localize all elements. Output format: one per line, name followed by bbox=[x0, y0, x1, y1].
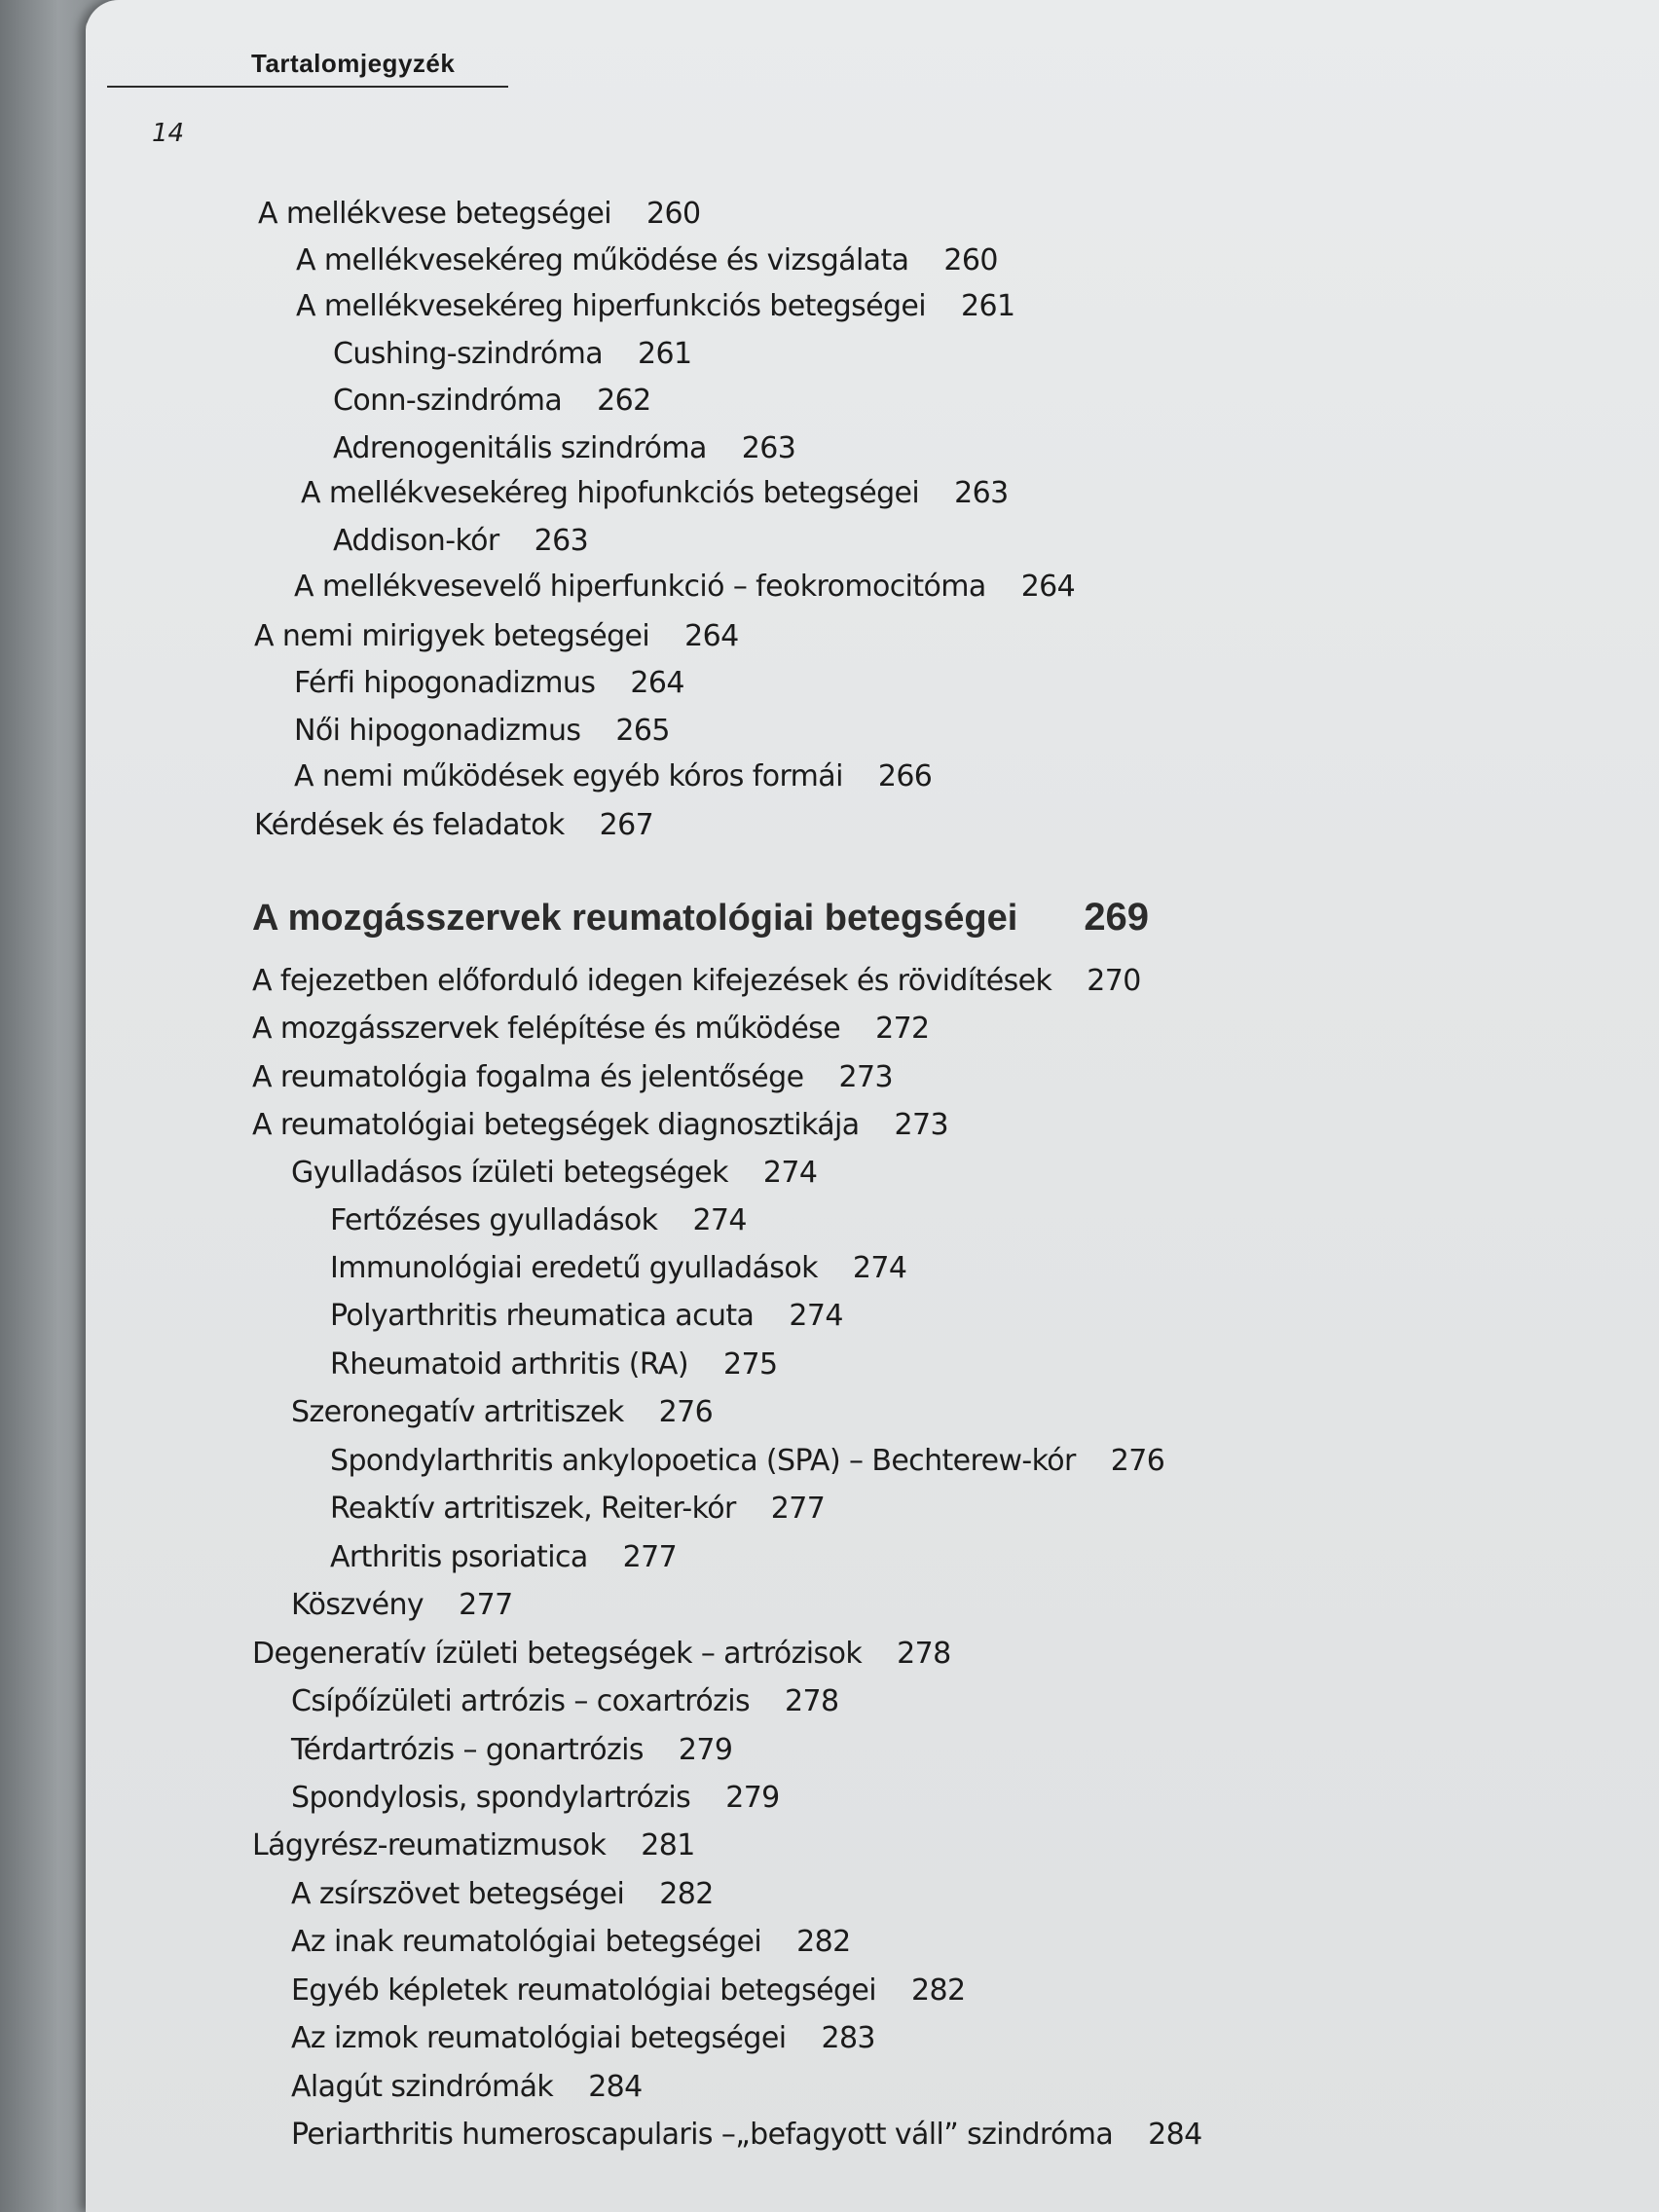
toc-entry-page: 264 bbox=[1020, 570, 1076, 604]
toc-entry-text: Conn-szindróma bbox=[333, 384, 563, 418]
toc-entry bbox=[291, 2118, 1202, 2152]
toc-entry-text: Az izmok reumatológiai betegségei bbox=[291, 2021, 787, 2055]
toc-entry-page: 282 bbox=[911, 1973, 966, 2008]
toc-entry bbox=[291, 1156, 817, 1190]
toc-entry-text: A reumatológiai betegségek diagnosztikája bbox=[252, 1108, 860, 1142]
toc-entry-page: 263 bbox=[741, 431, 796, 465]
toc-entry-page: 277 bbox=[459, 1588, 513, 1622]
toc-entry-page: 274 bbox=[852, 1251, 907, 1285]
toc-entry-page: 284 bbox=[1148, 2118, 1202, 2152]
toc-entry-page: 278 bbox=[785, 1684, 839, 1718]
chapter-title: A mozgásszervek reumatológiai betegségei bbox=[252, 898, 1018, 939]
toc-entry-text: Lágyrész-reumatizmusok bbox=[252, 1828, 607, 1862]
toc-entry bbox=[333, 337, 692, 371]
toc-entry-text: Rheumatoid arthritis (RA) bbox=[330, 1347, 688, 1382]
toc-entry-page: 260 bbox=[943, 243, 998, 277]
toc-entry-text: Degeneratív ízületi betegségek – artrózisok bbox=[252, 1637, 863, 1671]
toc-entry-text: Köszvény bbox=[291, 1588, 424, 1622]
running-header-title: Tartalomjegyzék bbox=[251, 49, 456, 78]
toc-entry-page: 270 bbox=[1087, 964, 1141, 998]
toc-entry-page: 264 bbox=[630, 666, 684, 700]
toc-entry-page: 263 bbox=[534, 524, 589, 558]
page-number: 14 bbox=[152, 119, 185, 148]
toc-entry-text: Csípőízületi artrózis – coxartrózis bbox=[291, 1684, 751, 1718]
toc-entry bbox=[333, 384, 651, 418]
toc-entry bbox=[301, 476, 1009, 510]
toc-entry-page: 281 bbox=[641, 1828, 695, 1862]
toc-entry-page: 278 bbox=[897, 1637, 951, 1671]
toc-entry-text: A mellékvesevelő hiperfunkció – feokromocitóma bbox=[294, 570, 986, 604]
toc-entry-text: Alagút szindrómák bbox=[291, 2070, 554, 2104]
toc-entry bbox=[254, 619, 739, 653]
toc-entry bbox=[330, 1251, 906, 1285]
chapter-page: 269 bbox=[1084, 896, 1150, 939]
toc-entry bbox=[291, 1877, 714, 1911]
toc-entry-text: A mellékvesekéreg hiperfunkciós betegségei bbox=[296, 289, 926, 323]
toc-entry-page: 273 bbox=[838, 1060, 893, 1094]
toc-entry bbox=[252, 964, 1141, 998]
toc-entry bbox=[330, 1203, 747, 1237]
toc-entry bbox=[296, 243, 998, 277]
toc-entry bbox=[294, 714, 670, 748]
toc-entry-text: Addison-kór bbox=[333, 524, 499, 558]
toc-entry bbox=[291, 1684, 839, 1718]
toc-entry-text: Egyéb képletek reumatológiai betegségei bbox=[291, 1973, 876, 2008]
toc-entry-text: Fertőzéses gyulladások bbox=[330, 1203, 658, 1237]
toc-entry bbox=[294, 759, 932, 793]
chapter-heading bbox=[252, 896, 1149, 940]
toc-entry-page: 274 bbox=[789, 1299, 843, 1333]
toc-entry bbox=[291, 2070, 643, 2104]
toc-entry-page: 264 bbox=[684, 619, 739, 653]
toc-entry bbox=[252, 1012, 930, 1046]
toc-entry bbox=[291, 1973, 965, 2008]
toc-entry-page: 282 bbox=[796, 1925, 851, 1959]
toc-entry-page: 276 bbox=[658, 1395, 714, 1429]
toc-entry-text: A fejezetben előforduló idegen kifejezések és rövidítések bbox=[252, 964, 1052, 998]
toc-entry-text: Kérdések és feladatok bbox=[254, 808, 565, 842]
toc-entry-text: Térdartrózis – gonartrózis bbox=[291, 1733, 644, 1767]
toc-entry-page: 262 bbox=[597, 384, 651, 418]
toc-entry-page: 263 bbox=[954, 476, 1009, 510]
toc-entry-text: Immunológiai eredetű gyulladások bbox=[330, 1251, 818, 1285]
toc-entry bbox=[294, 666, 684, 700]
toc-entry-text: Férfi hipogonadizmus bbox=[294, 666, 596, 700]
toc-entry bbox=[330, 1299, 843, 1333]
toc-entry bbox=[291, 1925, 851, 1959]
toc-entry-page: 267 bbox=[599, 808, 654, 842]
toc-entry-page: 260 bbox=[645, 197, 701, 231]
toc-entry-page: 265 bbox=[615, 714, 670, 748]
toc-entry bbox=[291, 2021, 875, 2055]
toc-entry-text: A reumatológia fogalma és jelentősége bbox=[252, 1060, 804, 1094]
toc-entry-text: Az inak reumatológiai betegségei bbox=[291, 1925, 762, 1959]
toc-entry bbox=[254, 808, 653, 842]
toc-entry-page: 275 bbox=[722, 1347, 778, 1382]
toc-entry-text: A nemi működések egyéb kóros formái bbox=[294, 759, 843, 793]
toc-entry-text: Szeronegatív artritiszek bbox=[291, 1395, 624, 1429]
toc-entry bbox=[291, 1395, 713, 1429]
toc-entry-page: 274 bbox=[692, 1203, 747, 1237]
toc-entry-text: Periarthritis humeroscapularis –„befagyott váll” szindróma bbox=[291, 2118, 1114, 2152]
toc-entry-page: 276 bbox=[1110, 1444, 1165, 1478]
toc-entry bbox=[330, 1540, 677, 1574]
toc-entry-text: Gyulladásos ízületi betegségek bbox=[291, 1156, 728, 1190]
toc-entry-page: 279 bbox=[725, 1781, 780, 1815]
toc-entry bbox=[333, 524, 588, 558]
toc-entry bbox=[296, 289, 1014, 323]
toc-entry bbox=[330, 1347, 777, 1382]
toc-entry bbox=[252, 1828, 695, 1862]
toc-entry-text: Arthritis psoriatica bbox=[330, 1540, 588, 1574]
toc-entry-text: Adrenogenitális szindróma bbox=[333, 431, 707, 465]
toc-entry-text: A mellékvese betegségei bbox=[258, 197, 611, 231]
toc-entry bbox=[291, 1588, 513, 1622]
toc-entry-page: 266 bbox=[877, 759, 933, 793]
toc-entry-page: 283 bbox=[821, 2021, 875, 2055]
toc-entry-page: 261 bbox=[961, 289, 1015, 323]
toc-entry bbox=[291, 1781, 780, 1815]
toc-entry-page: 272 bbox=[875, 1012, 930, 1046]
toc-entry-text: Reaktív artritiszek, Reiter-kór bbox=[330, 1492, 736, 1526]
toc-entry-text: Polyarthritis rheumatica acuta bbox=[330, 1299, 755, 1333]
toc-entry-page: 277 bbox=[770, 1492, 826, 1526]
toc-entry-page: 279 bbox=[678, 1733, 733, 1767]
toc-entry-text: Spondylarthritis ankylopoetica (SPA) – Bechterew-kór bbox=[330, 1444, 1076, 1478]
toc-entry-page: 282 bbox=[659, 1877, 714, 1911]
toc-entry-text: Spondylosis, spondylartrózis bbox=[291, 1781, 691, 1815]
toc-entry bbox=[252, 1637, 951, 1671]
toc-entry-page: 277 bbox=[622, 1540, 678, 1574]
toc-entry bbox=[252, 1060, 893, 1094]
toc-entry bbox=[294, 570, 1075, 604]
toc-entry-text: Cushing-szindróma bbox=[333, 337, 604, 371]
toc-entry bbox=[330, 1444, 1164, 1478]
toc-entry-text: A nemi mirigyek betegségei bbox=[254, 619, 650, 653]
toc-entry-page: 261 bbox=[638, 337, 692, 371]
toc-entry-text: A mellékvesekéreg működése és vizsgálata bbox=[296, 243, 909, 277]
toc-entry bbox=[330, 1492, 825, 1526]
toc-entry-page: 273 bbox=[894, 1108, 948, 1142]
toc-entry-text: A mellékvesekéreg hipofunkciós betegségei bbox=[301, 476, 920, 510]
toc-entry bbox=[252, 1108, 948, 1142]
toc-entry bbox=[333, 431, 795, 465]
toc-entry-page: 274 bbox=[762, 1156, 818, 1190]
toc-entry bbox=[291, 1733, 732, 1767]
toc-entry-text: A zsírszövet betegségei bbox=[291, 1877, 625, 1911]
toc-entry-text: Női hipogonadizmus bbox=[294, 714, 581, 748]
toc-entry-page: 284 bbox=[588, 2070, 643, 2104]
toc-entry bbox=[258, 197, 700, 231]
toc-entry-text: A mozgásszervek felépítése és működése bbox=[252, 1012, 841, 1046]
